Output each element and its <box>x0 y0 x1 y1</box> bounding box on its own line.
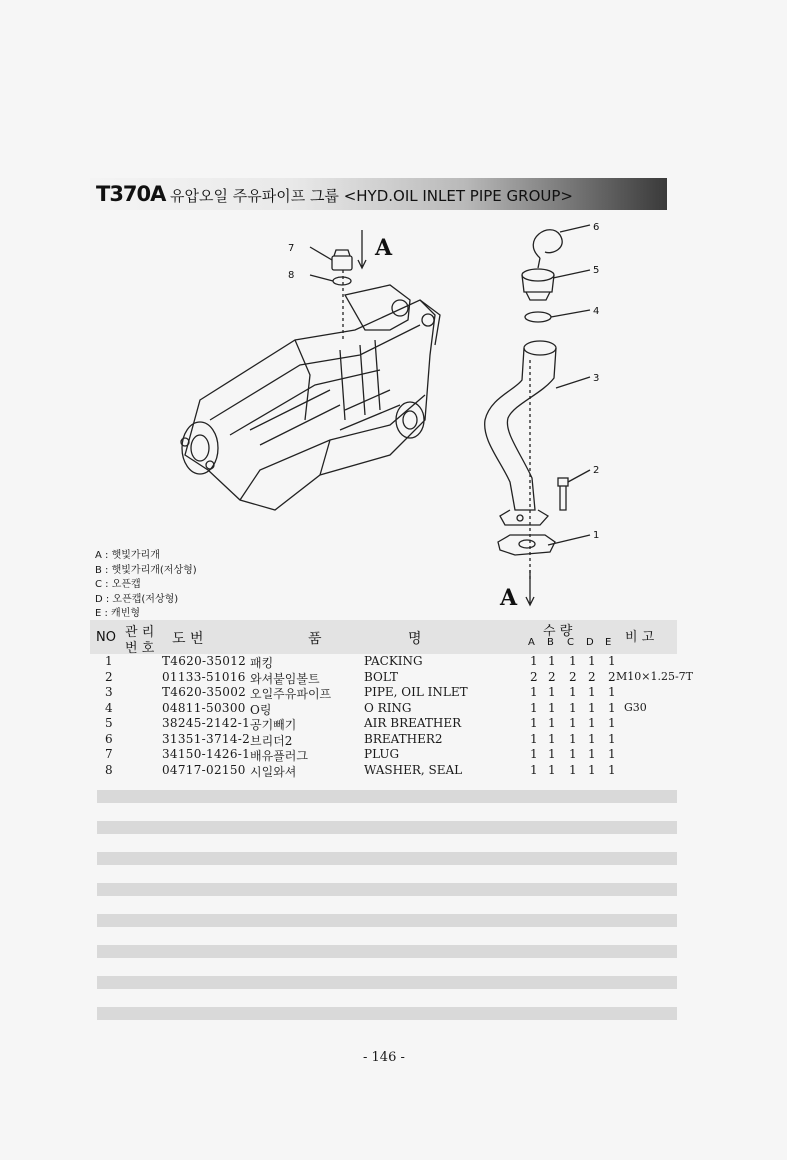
qty-d: 2 <box>588 669 596 684</box>
callout-4: 4 <box>593 306 600 317</box>
qty-a: 1 <box>530 716 538 730</box>
row-no: 1 <box>105 654 113 668</box>
qty-b: 1 <box>548 716 556 730</box>
legend-item: B : 햇빛가리개(저상형) <box>95 564 197 576</box>
qty-c: 1 <box>569 716 577 730</box>
table-row <box>90 685 677 701</box>
qty-c: 1 <box>569 747 577 761</box>
table-row <box>90 747 677 763</box>
qty-b: 1 <box>548 654 556 668</box>
group-title: 유압오일 주유파이프 그룹 <HYD.OIL INLET PIPE GROUP> <box>170 187 573 205</box>
part-name-en: PLUG <box>364 747 400 761</box>
callout-2: 2 <box>593 465 600 476</box>
qty-c: 2 <box>569 669 577 684</box>
row-no: 4 <box>105 700 113 715</box>
part-name-en: PACKING <box>364 654 423 668</box>
qty-b: 1 <box>548 685 556 699</box>
empty-row-stripe <box>97 821 677 834</box>
table-row <box>90 701 677 717</box>
qty-d: 1 <box>588 654 596 668</box>
table-row <box>90 669 694 686</box>
empty-table-stripes <box>97 790 677 1038</box>
qty-d: 1 <box>588 747 596 761</box>
header-qty-c: C <box>567 637 574 648</box>
plug-7-shape <box>332 256 352 270</box>
qty-e: 2 <box>608 669 616 684</box>
callout-7: 7 <box>288 243 295 254</box>
table-row <box>90 654 677 670</box>
part-name-kr: 브리더2 <box>250 733 293 748</box>
page-number: - 146 - <box>363 1050 405 1065</box>
part-name-en: WASHER, SEAL <box>364 762 463 777</box>
header-mgmt-2: 번 호 <box>125 641 155 656</box>
legend-item: A : 햇빛가리개 <box>95 550 160 561</box>
qty-e: 1 <box>608 731 616 746</box>
part-name-en: BOLT <box>364 669 398 684</box>
qty-c: 1 <box>569 685 577 699</box>
qty-d: 1 <box>588 700 596 715</box>
view-arrow-bottom <box>526 570 534 605</box>
qty-a: 1 <box>530 685 538 699</box>
pipe-3-shape <box>485 348 556 510</box>
housing-outline <box>185 300 435 510</box>
header-qty-a: A <box>528 637 535 648</box>
qty-e: 1 <box>608 762 616 777</box>
parts-table-header <box>90 620 677 654</box>
part-name-en: O RING <box>364 700 412 715</box>
header-remarks: 비 고 <box>625 630 655 645</box>
header-qty-d: D <box>586 637 594 648</box>
row-no: 7 <box>105 747 113 761</box>
qty-d: 1 <box>588 685 596 699</box>
model-legend <box>95 549 197 622</box>
empty-row-stripe <box>97 914 677 927</box>
header-drawing-no: 도 번 <box>172 631 204 647</box>
qty-c: 1 <box>569 762 577 777</box>
breather-hook-6-shape <box>533 230 562 258</box>
callout-8: 8 <box>288 270 295 281</box>
part-name-en: BREATHER2 <box>364 731 443 746</box>
qty-b: 1 <box>548 700 556 715</box>
title-bar <box>90 178 667 210</box>
qty-d: 1 <box>588 731 596 746</box>
row-no: 2 <box>105 669 113 684</box>
parts-table-body <box>90 654 694 779</box>
packing-1-shape <box>498 535 555 555</box>
group-code: T370A <box>96 182 166 206</box>
part-name-kr: 배유플러그 <box>250 749 308 763</box>
qty-c: 1 <box>569 654 577 668</box>
qty-e: 1 <box>608 685 616 699</box>
qty-b: 1 <box>548 731 556 746</box>
row-no: 8 <box>105 762 113 777</box>
part-name-kr: 오일주유파이프 <box>250 687 332 701</box>
washer-8-shape <box>333 277 351 285</box>
legend-item: C : 오픈캡 <box>95 579 141 590</box>
qty-e: 1 <box>608 747 616 761</box>
view-label-top: A <box>375 235 393 261</box>
qty-d: 1 <box>588 762 596 777</box>
header-name-a: 품 <box>308 631 322 647</box>
part-name-kr: O링 <box>250 702 272 717</box>
part-number: 34150-1426-1 <box>162 747 251 761</box>
part-name-kr: 시일와셔 <box>250 764 297 779</box>
qty-a: 1 <box>530 654 538 668</box>
qty-c: 1 <box>569 731 577 746</box>
callout-6: 6 <box>593 222 600 233</box>
qty-c: 1 <box>569 700 577 715</box>
o-ring-4-shape <box>525 312 551 322</box>
qty-e: 1 <box>608 716 616 730</box>
view-arrow-top <box>358 230 366 268</box>
empty-row-stripe <box>97 852 677 865</box>
air-breather-5-shape <box>522 269 554 281</box>
table-row <box>90 732 677 748</box>
qty-a: 1 <box>530 700 538 715</box>
table-row <box>90 716 677 732</box>
qty-d: 1 <box>588 716 596 730</box>
bolt-2-shape <box>558 478 568 486</box>
part-number: T4620-35002 <box>162 685 247 699</box>
header-no: NO <box>96 630 116 645</box>
part-number: 01133-51016 <box>162 669 246 684</box>
qty-a: 2 <box>530 669 538 684</box>
part-number: 38245-2142-1 <box>162 716 251 730</box>
table-row <box>90 763 677 779</box>
view-label-bottom: A <box>500 585 518 611</box>
qty-e: 1 <box>608 700 616 715</box>
row-no: 5 <box>105 716 113 730</box>
header-name-b: 명 <box>408 631 422 647</box>
qty-b: 2 <box>548 669 556 684</box>
part-number: 04811-50300 <box>162 700 246 715</box>
part-name-kr: 공기빼기 <box>250 718 297 732</box>
qty-b: 1 <box>548 747 556 761</box>
part-number: 31351-3714-2 <box>162 731 251 746</box>
empty-row-stripe <box>97 976 677 989</box>
callout-1: 1 <box>593 530 600 541</box>
row-no: 3 <box>105 685 113 699</box>
qty-a: 1 <box>530 747 538 761</box>
qty-e: 1 <box>608 654 616 668</box>
row-no: 6 <box>105 731 113 746</box>
empty-row-stripe <box>97 883 677 896</box>
remarks: M10×1.25-7T <box>616 669 694 683</box>
header-qty-b: B <box>547 637 554 648</box>
part-name-kr: 와셔붙임볼트 <box>250 671 320 686</box>
header-qty-e: E <box>605 637 612 648</box>
part-number: 04717-02150 <box>162 762 246 777</box>
empty-row-stripe <box>97 1007 677 1020</box>
part-name-en: PIPE, OIL INLET <box>364 685 468 699</box>
qty-b: 1 <box>548 762 556 777</box>
empty-row-stripe <box>97 945 677 958</box>
callout-3: 3 <box>593 373 600 384</box>
qty-a: 1 <box>530 762 538 777</box>
callout-5: 5 <box>593 265 600 276</box>
qty-a: 1 <box>530 731 538 746</box>
empty-row-stripe <box>97 790 677 803</box>
remarks: G30 <box>624 700 647 714</box>
legend-item: D : 오픈캡(저상형) <box>95 593 179 605</box>
part-name-kr: 패킹 <box>250 656 274 670</box>
part-number: T4620-35012 <box>162 654 247 668</box>
header-qty: 수 량 <box>543 624 573 639</box>
header-mgmt: 관 리 <box>125 625 155 640</box>
legend-item: E : 캐빈형 <box>95 608 141 619</box>
part-name-en: AIR BREATHER <box>364 716 462 730</box>
